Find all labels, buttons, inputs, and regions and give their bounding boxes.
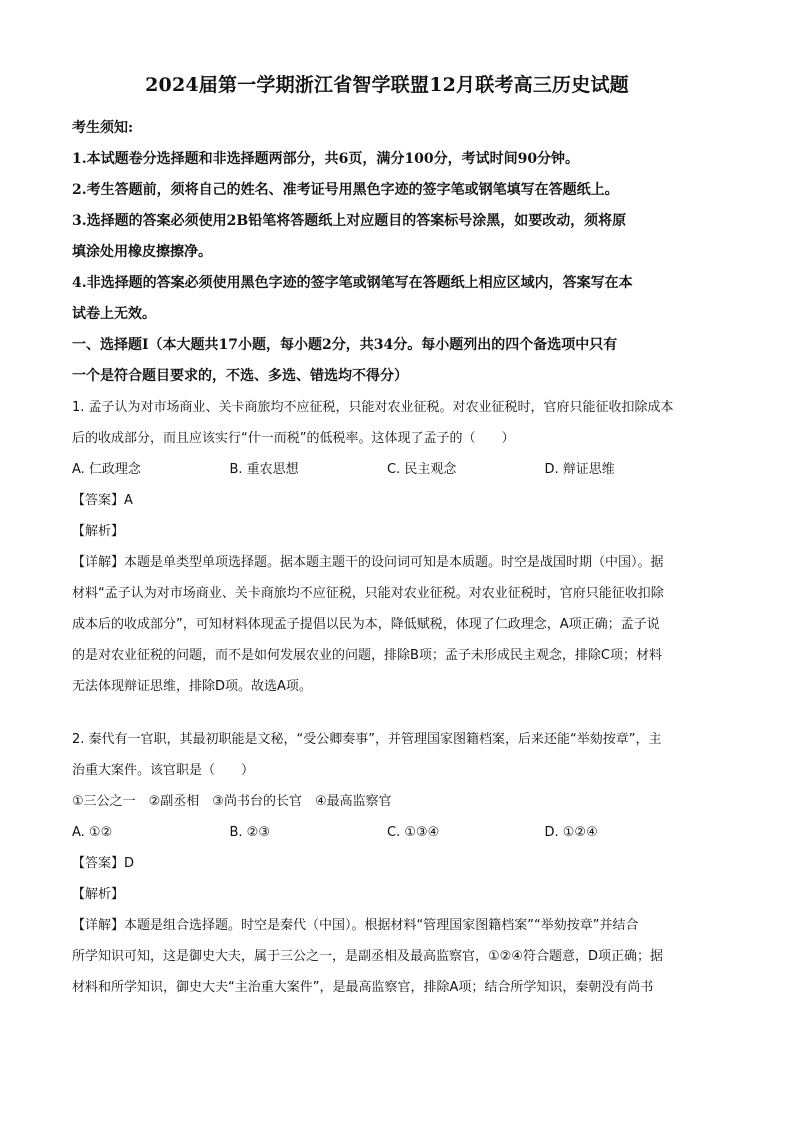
notice-list	[72, 144, 702, 330]
q2-option-b: B. ②③	[229, 825, 270, 840]
q2-detail-line-1: 【详解】本题是组合选择题。时空是秦代（中国）。根据材料“管理国家图籍档案”“举劾按章”并结合	[72, 918, 639, 933]
question-2	[72, 724, 702, 1003]
q1-option-d: D. 辩证思维	[544, 462, 615, 477]
q2-detail-line-3: 材料和所学知识，御史大夫“主治重大案件”，是最高监察官，排除A项；结合所学知识，秦朝没有尚书	[72, 980, 654, 995]
q2-analysis-label: 【解析】	[72, 887, 125, 902]
q1-answer: 【答案】A	[72, 493, 133, 508]
notice-heading: 考生须知:	[72, 120, 134, 136]
question-spacer	[72, 702, 702, 724]
q1-options	[72, 454, 702, 485]
notice-item-4-cont: 试卷上无效。	[72, 306, 156, 322]
question-1	[72, 392, 702, 702]
q1-detail-line-5: 无法体现辩证思维，排除D项。故选A项。	[72, 679, 312, 694]
q1-detail-line-1: 【详解】本题是单类型单项选择题。据本题主题干的设问词可知是本质题。时空是战国时期（中国）。据	[72, 555, 664, 570]
q2-detail-line-2: 所学知识可知，这是御史大夫，属于三公之一，是副丞相及最高监察官，①②④符合题意，D项正确；据	[72, 949, 663, 964]
q2-choices: ①三公之一 ②副丞相 ③尚书台的长官 ④最高监察官	[72, 794, 392, 809]
section-heading-cont: 一个是符合题目要求的，不选、多选、错选均不得分）	[72, 368, 408, 384]
notice-item-4: 4.非选择题的答案必须使用黑色字迹的签字笔或钢笔写在答题纸上相应区域内，答案写在本	[72, 275, 633, 291]
notice-item-1: 1.本试题卷分选择题和非选择题两部分，共6页，满分100分，考试时间90分钟。	[72, 151, 580, 167]
q1-detail-line-3: 成本后的收成部分”，可知材料体现孟子提倡以民为本，降低赋税，体现了仁政理念，A项正确；孟子说	[72, 617, 660, 632]
page-title: 2024届第一学期浙江省智学联盟12月联考高三历史试题	[145, 74, 629, 96]
q2-answer: 【答案】D	[72, 856, 135, 871]
q1-stem-line-1: 1. 孟子认为对市场商业、关卡商旅均不应征税，只能对农业征税。对农业征税时，官府只能征收扣除成本	[72, 400, 674, 415]
section-heading: 一、选择题Ⅰ（本大题共17小题，每小题2分，共34分。每小题列出的四个备选项中只有	[72, 337, 618, 353]
q1-option-a: A. 仁政理念	[72, 462, 141, 477]
q1-stem-line-2: 后的收成部分，而且应该实行“什一而税”的低税率。这体现了孟子的（ ）	[72, 431, 515, 446]
notice-item-3-cont: 填涂处用橡皮擦擦净。	[72, 244, 212, 260]
q1-analysis-label: 【解析】	[72, 524, 125, 539]
notice-item-2: 2.考生答题前，须将自己的姓名、准考证号用黑色字迹的签字笔或钢笔填写在答题纸上。	[72, 182, 619, 198]
q2-options	[72, 817, 702, 848]
q2-option-c: C. ①③④	[387, 825, 440, 840]
q2-option-d: D. ①②④	[544, 825, 598, 840]
notice-item-3: 3.选择题的答案必须使用2B铅笔将答题纸上对应题目的答案标号涂黑，如要改动，须将原	[72, 213, 627, 229]
q1-detail-line-2: 材料“孟子认为对市场商业、关卡商旅均不应征税，只能对农业征税。对农业征税时，官府只能征收扣除	[72, 586, 664, 601]
q2-stem-line-2: 治重大案件。该官职是（ ）	[72, 763, 255, 778]
q2-option-a: A. ①②	[72, 825, 113, 840]
q1-detail-line-4: 的是对农业征税的问题，而不是如何发展农业的问题，排除B项；孟子未形成民主观念，排除C项；材料	[72, 648, 662, 663]
q2-stem-line-1: 2. 秦代有一官职，其最初职能是文秘，“受公卿奏事”，并管理国家图籍档案，后来还能“举劾按章”，主	[72, 732, 662, 747]
q1-option-b: B. 重农思想	[229, 462, 299, 477]
q1-option-c: C. 民主观念	[387, 462, 457, 477]
